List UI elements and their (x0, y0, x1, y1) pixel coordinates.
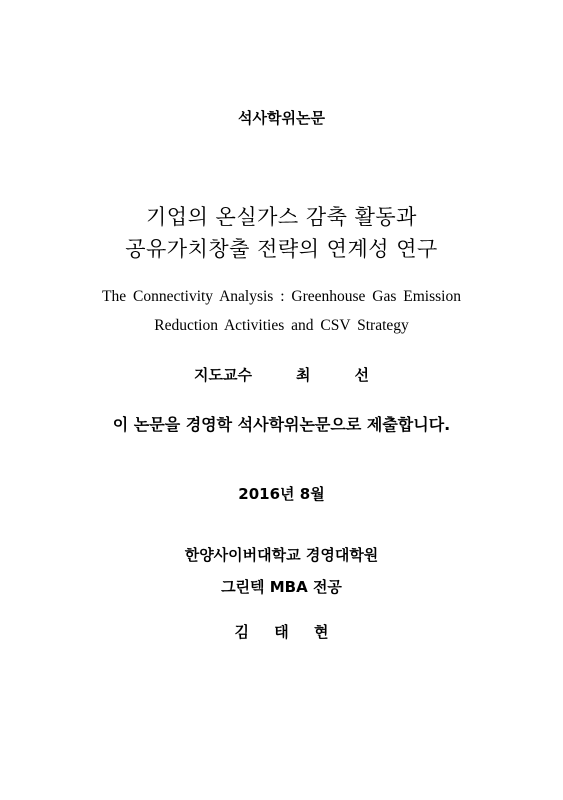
advisor-label: 지도교수 (194, 366, 252, 384)
submission-statement: 이 논문을 경영학 석사학위논문으로 제출합니다. (112, 415, 451, 434)
school-name: 한양사이버대학교 경영대학원 (184, 546, 379, 564)
degree-label: 석사학위논문 (238, 109, 325, 127)
title-korean-line2: 공유가치창출 전략의 연계성 연구 (125, 237, 438, 261)
author-char3: 현 (313, 623, 329, 641)
advisor-name-part2: 선 (354, 366, 369, 384)
author-name (0, 621, 563, 642)
author-char2: 태 (274, 623, 289, 641)
major-name: 그린텍 MBA 전공 (221, 578, 342, 596)
title-english-line1: The Connectivity Analysis : Greenhouse Gas Emission (102, 288, 461, 305)
submission-date: 2016년 8월 (238, 485, 325, 503)
author-char1: 김 (234, 623, 250, 641)
title-korean-line1: 기업의 온실가스 감축 활동과 (146, 205, 417, 229)
advisor-line (0, 364, 563, 385)
advisor-name-part1: 최 (295, 366, 311, 384)
title-english-line2: Reduction Activities and CSV Strategy (154, 317, 409, 334)
